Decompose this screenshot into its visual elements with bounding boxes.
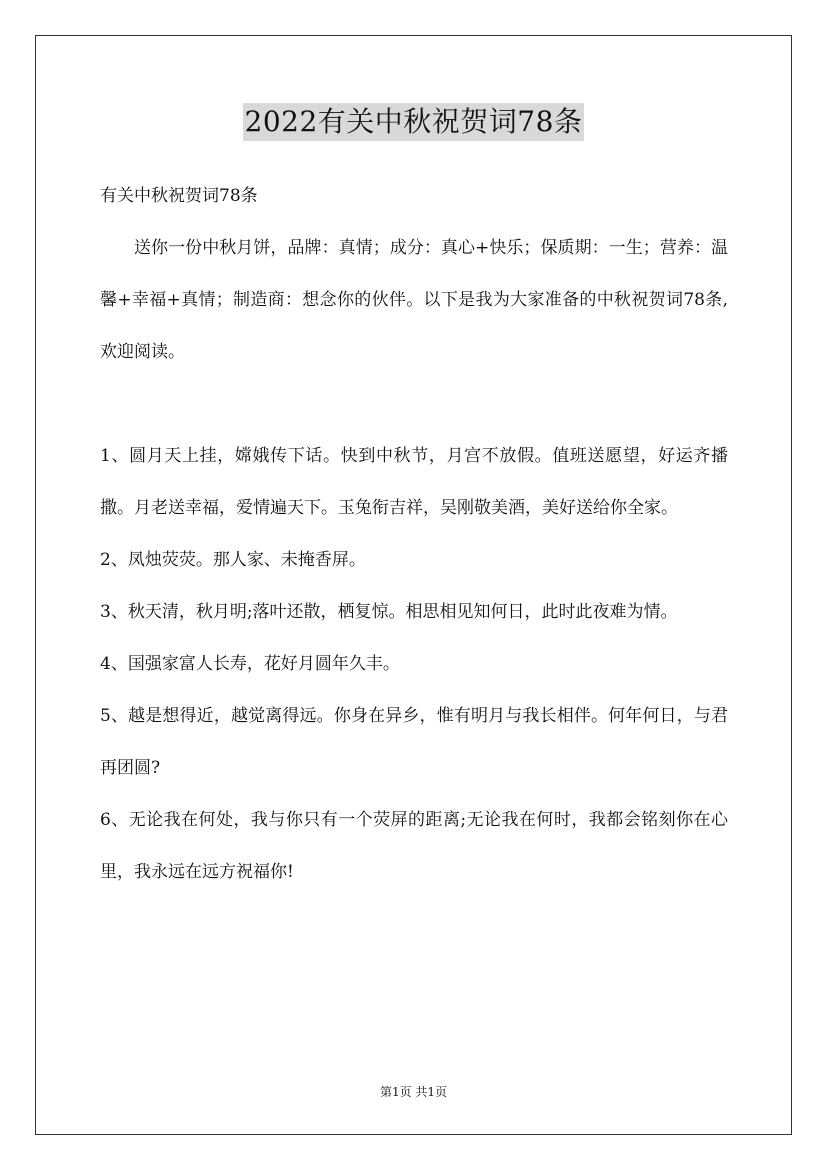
- greeting-item-1: 1、圆月天上挂，嫦娥传下话。快到中秋节，月宫不放假。值班送愿望，好运齐播撒。月老送幸福，爱情遍天下。玉兔衔吉祥，吴刚敬美酒，美好送给你全家。: [100, 446, 728, 518]
- greeting-item-6: 6、无论我在何处，我与你只有一个荧屏的距离;无论我在何时，我都会铭刻你在心里，我永远在远方祝福你!: [100, 810, 728, 882]
- document-title: 2022有关中秋祝贺词78条: [243, 103, 585, 141]
- page-number-footer: 第1页 共1页: [379, 1085, 448, 1099]
- document-subtitle: 有关中秋祝贺词78条: [100, 186, 258, 206]
- greeting-item-5: 5、越是想得近，越觉离得远。你身在异乡，惟有明月与我长相伴。何年何日，与君再团圆?: [100, 706, 728, 778]
- paragraph-spacer: [100, 378, 728, 430]
- title-area: [0, 103, 827, 141]
- greeting-item-2: 2、凤烛荧荧。那人家、未掩香屏。: [100, 550, 366, 570]
- document-body: [100, 170, 728, 898]
- greeting-item-4: 4、国强家富人长寿，花好月圆年久丰。: [100, 654, 400, 674]
- intro-paragraph: 送你一份中秋月饼，品牌：真情；成分：真心+快乐；保质期：一生；营养：温馨+幸福+真情；制造商：想念你的伙伴。以下是我为大家准备的中秋祝贺词78条,欢迎阅读。: [100, 238, 728, 362]
- greeting-item-3: 3、秋天清，秋月明;落叶还散，栖复惊。相思相见知何日，此时此夜难为情。: [100, 602, 678, 622]
